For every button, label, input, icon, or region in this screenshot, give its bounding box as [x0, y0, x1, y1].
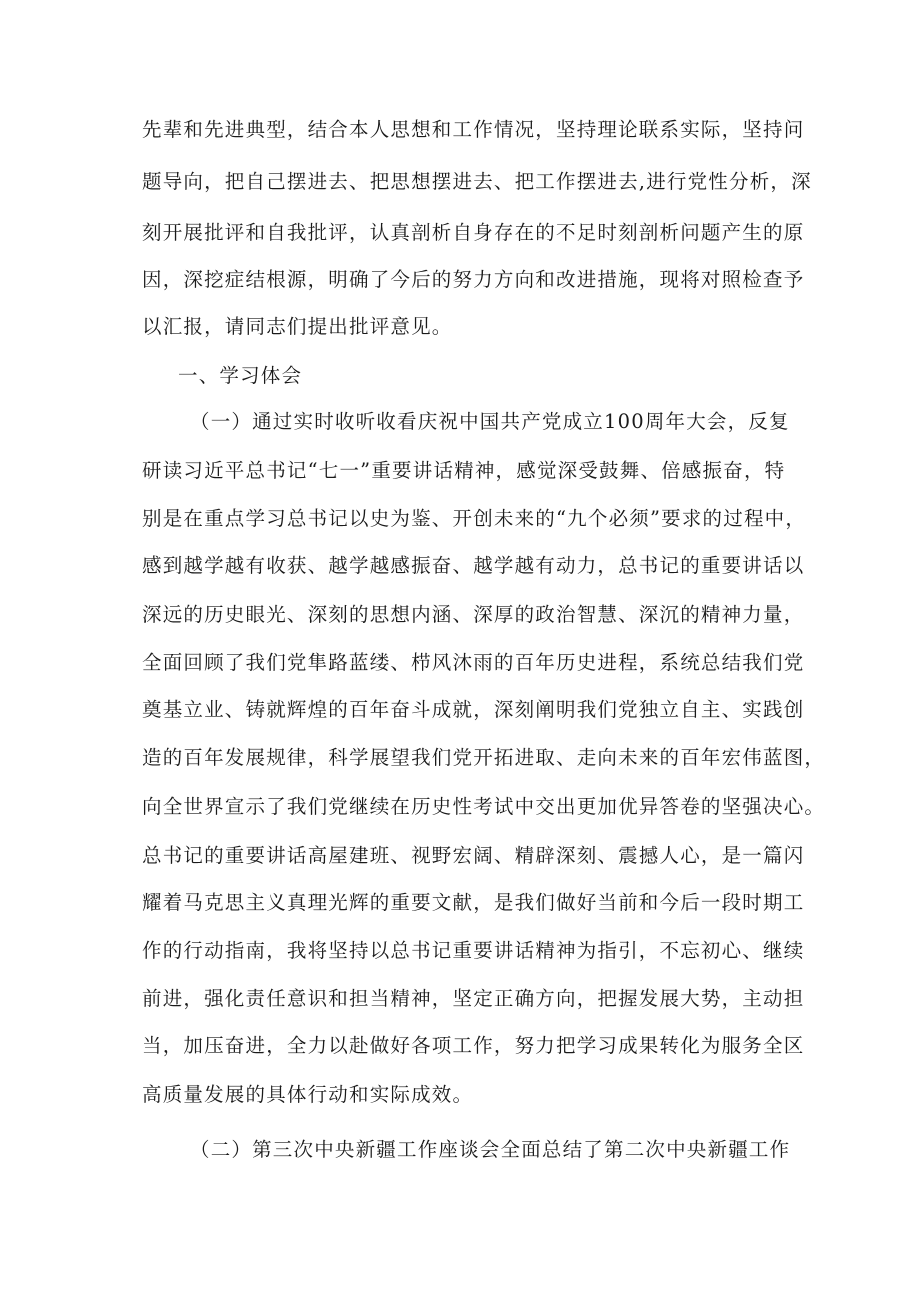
text-line: 当，加压奋进，全力以赴做好各项工作，努力把学习成果转化为服务全区 [142, 1034, 805, 1057]
text-line: 奠基立业、铸就辉煌的百年奋斗成就，深刻阐明我们党独立自主、实践创 [142, 698, 805, 721]
text-line: （二）第三次中央新疆工作座谈会全面总结了第二次中央新疆工作 [190, 1138, 791, 1161]
text-line: 总书记的重要讲话高屋建班、视野宏阔、精辟深刻、震撼人心，是一篇闪 [142, 844, 805, 867]
text-line: 别是在重点学习总书记以史为鉴、开创未来的“九个必须”要求的过程中， [142, 507, 807, 530]
text-line: 刻开展批评和自我批评，认真剖析自身存在的不足时刻剖析问题产生的原 [142, 221, 805, 244]
text-line: 深远的历史眼光、深刻的思想内涵、深厚的政治智慧、深沉的精神力量， [142, 603, 805, 626]
text-line: 研读习近平总书记“七一”重要讲话精神，感觉深受鼓舞、倍感振奋，特 [142, 459, 786, 482]
text-line: 感到越学越有收获、越学越感振奋、越学越有动力，总书记的重要讲话以 [142, 554, 805, 577]
text-line: （一）通过实时收听收看庆祝中国共产党成立100周年大会，反复 [190, 410, 790, 433]
text-line: 前进，强化责任意识和担当精神，坚定正确方向，把握发展大势，主动担 [142, 987, 805, 1010]
text-line: 耀着马克思主义真理光辉的重要文献，是我们做好当前和今后一段时期工 [142, 891, 805, 914]
text-line: 作的行动指南，我将坚持以总书记重要讲话精神为指引，不忘初心、继续 [142, 939, 805, 962]
text-line: 先辈和先进典型，结合本人思想和工作情况，坚持理论联系实际，坚持问 [142, 118, 805, 141]
text-line: 全面回顾了我们党隼路蓝缕、栉风沐雨的百年历史进程，系统总结我们党 [142, 651, 805, 674]
section-heading: 一、学习体会 [178, 364, 303, 387]
text-line: 高质量发展的具体行动和实际成效。 [142, 1083, 474, 1106]
text-line: 造的百年发展规律，科学展望我们党开拓进取、走向未来的百年宏伟蓝图， [142, 746, 826, 769]
text-line: 因，深挖症结根源，明确了今后的努力方向和改进措施，现将对照检查予 [142, 268, 805, 291]
text-line: 以汇报，请同志们提出批评意见。 [142, 315, 453, 338]
text-line: 向全世界宣示了我们党继续在历史性考试中交出更加优异答卷的坚强决心。 [142, 795, 826, 818]
text-line: 题导向，把自己摆进去、把思想摆进去、把工作摆进去,进行党性分析，深 [142, 170, 812, 193]
